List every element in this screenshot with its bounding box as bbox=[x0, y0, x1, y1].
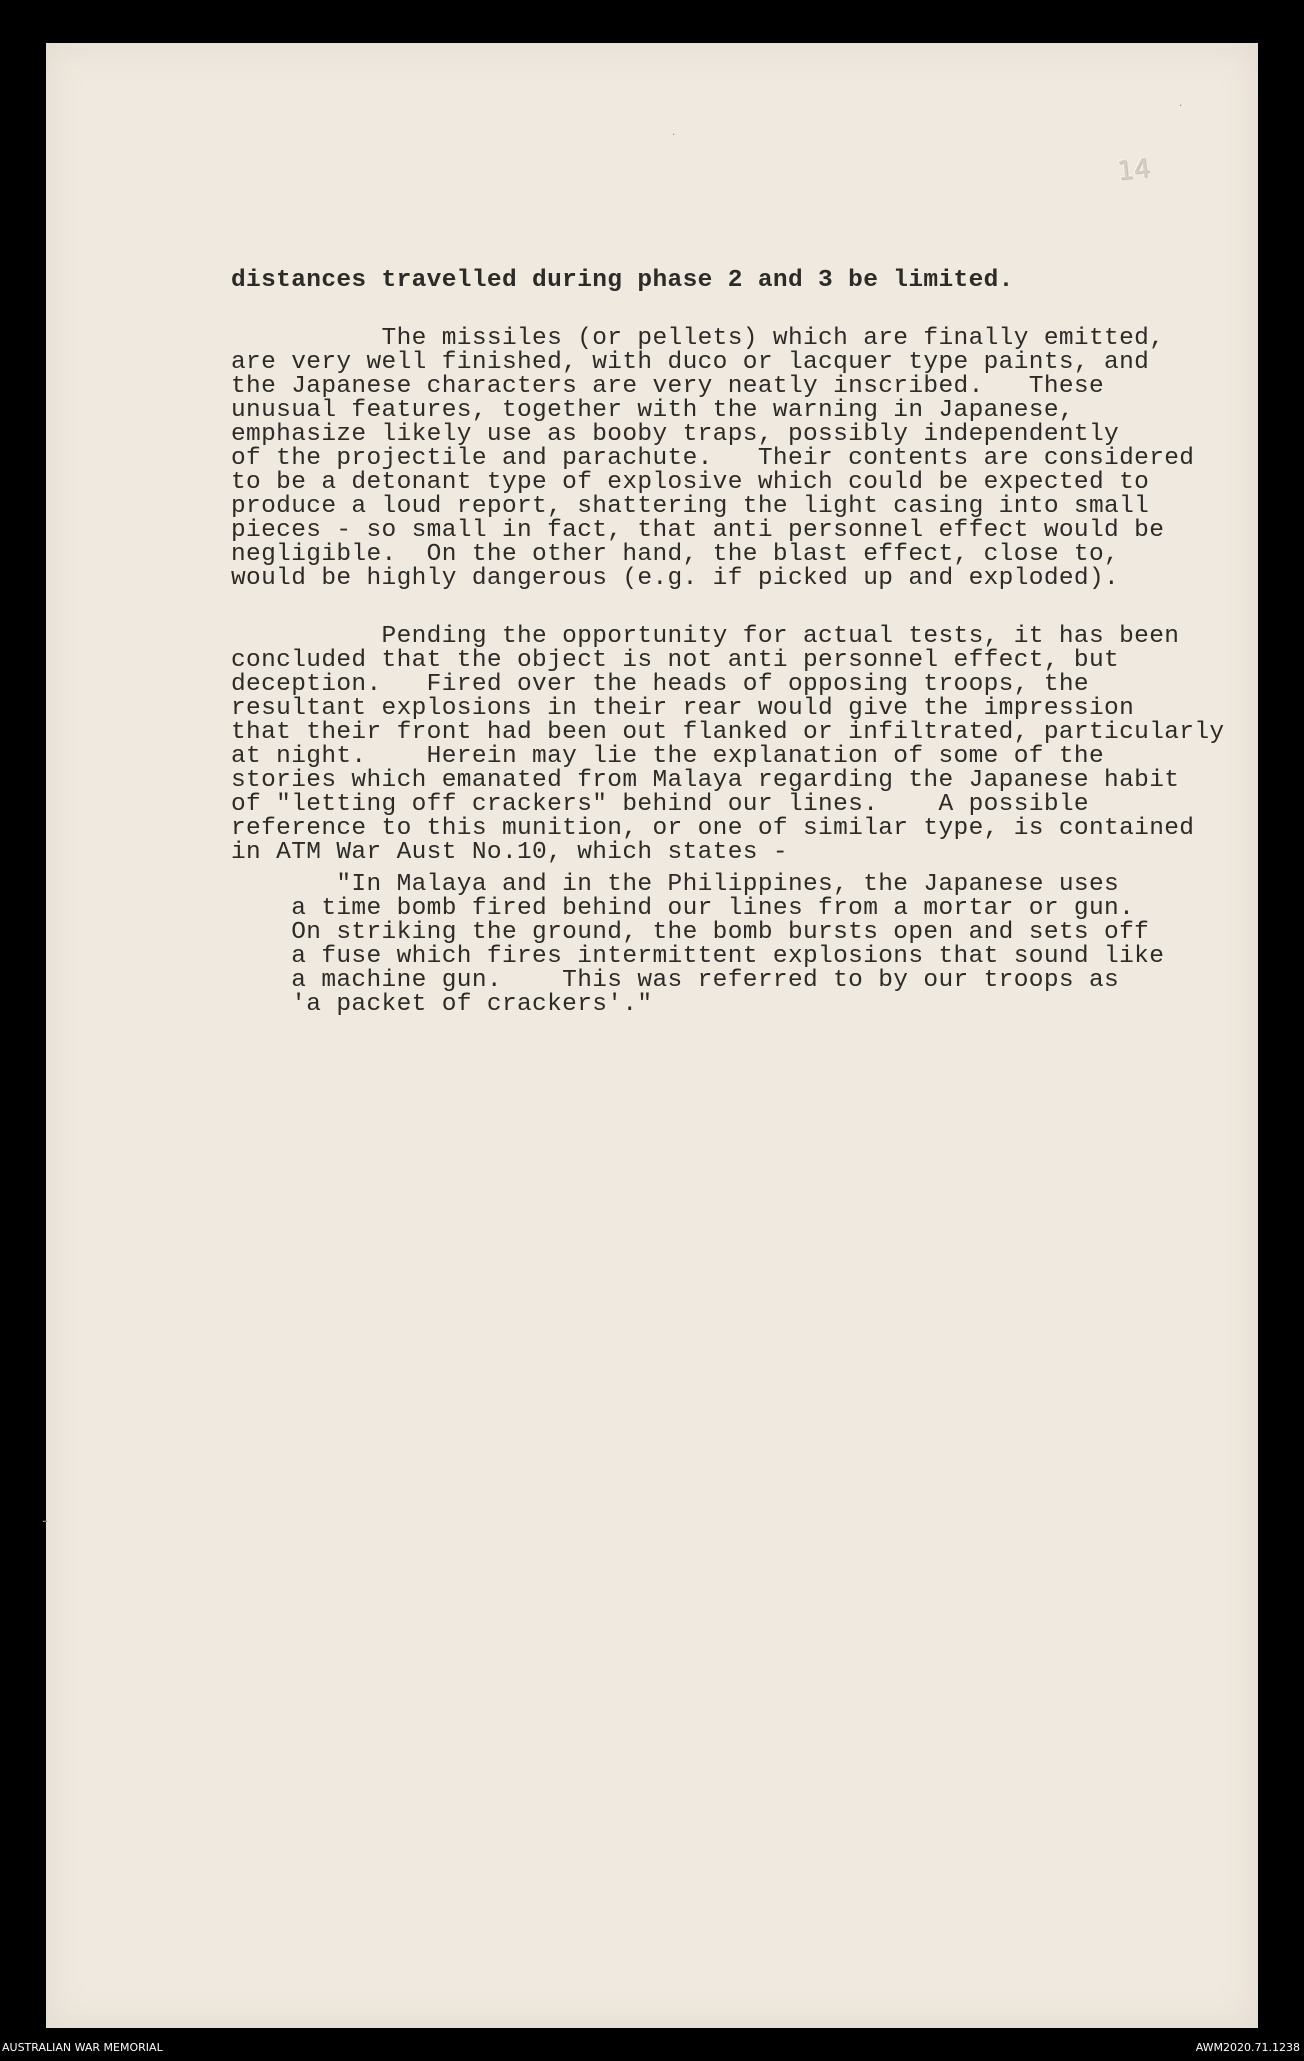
text-line: of "letting off crackers" behind our lines. A possible bbox=[231, 791, 1089, 818]
text-line: emphasize likely use as booby traps, possibly independently bbox=[231, 421, 1120, 448]
text-line: the Japanese characters are very neatly inscribed. These bbox=[231, 373, 1105, 400]
archive-footer bbox=[0, 2028, 1304, 2061]
stray-mark: - bbox=[42, 1511, 48, 1530]
text-line: that their front had been out flanked or infiltrated, particularly bbox=[231, 719, 1225, 746]
text-line: "In Malaya and in the Philippines, the Japanese uses bbox=[231, 871, 1120, 898]
text-line: On striking the ground, the bomb bursts open and sets off bbox=[231, 919, 1150, 946]
text-line: deception. Fired over the heads of opposing troops, the bbox=[231, 671, 1089, 698]
text-line: to be a detonant type of explosive which could be expected to bbox=[231, 469, 1150, 496]
text-line: concluded that the object is not anti personnel effect, but bbox=[231, 647, 1120, 674]
text-line: in ATM War Aust No.10, which states - bbox=[231, 839, 788, 866]
text-line: distances travelled during phase 2 and 3 be limited. bbox=[231, 267, 1014, 294]
stray-mark: . bbox=[1179, 98, 1183, 109]
text-line: are very well finished, with duco or lacquer type paints, and bbox=[231, 349, 1150, 376]
page-number-embossed: 14 bbox=[1115, 153, 1152, 187]
text-line: of the projectile and parachute. Their contents are considered bbox=[231, 445, 1195, 472]
footer-institution: AUSTRALIAN WAR MEMORIAL bbox=[2, 2041, 163, 2054]
text-line: a fuse which fires intermittent explosions that sound like bbox=[231, 943, 1165, 970]
text-line: a time bomb fired behind our lines from a mortar or gun. bbox=[231, 895, 1135, 922]
document-page bbox=[42, 43, 1258, 2028]
text-line: pieces - so small in fact, that anti personnel effect would be bbox=[231, 517, 1165, 544]
text-line: unusual features, together with the warning in Japanese, bbox=[231, 397, 1074, 424]
stray-mark: . bbox=[672, 127, 676, 138]
text-line: resultant explosions in their rear would give the impression bbox=[231, 695, 1135, 722]
text-line: The missiles (or pellets) which are finally emitted, bbox=[231, 325, 1165, 352]
text-line: produce a loud report, shattering the light casing into small bbox=[231, 493, 1150, 520]
footer-accession-number: AWM2020.71.1238 bbox=[1195, 2041, 1300, 2054]
text-line: 'a packet of crackers'." bbox=[231, 991, 653, 1018]
text-line: a machine gun. This was referred to by our troops as bbox=[231, 967, 1120, 994]
text-line: would be highly dangerous (e.g. if picked up and exploded). bbox=[231, 565, 1120, 592]
text-line: Pending the opportunity for actual tests, it has been bbox=[231, 623, 1180, 650]
text-line: reference to this munition, or one of similar type, is contained bbox=[231, 815, 1195, 842]
text-line: at night. Herein may lie the explanation of some of the bbox=[231, 743, 1105, 770]
text-line: negligible. On the other hand, the blast effect, close to, bbox=[231, 541, 1120, 568]
text-line: stories which emanated from Malaya regarding the Japanese habit bbox=[231, 767, 1180, 794]
